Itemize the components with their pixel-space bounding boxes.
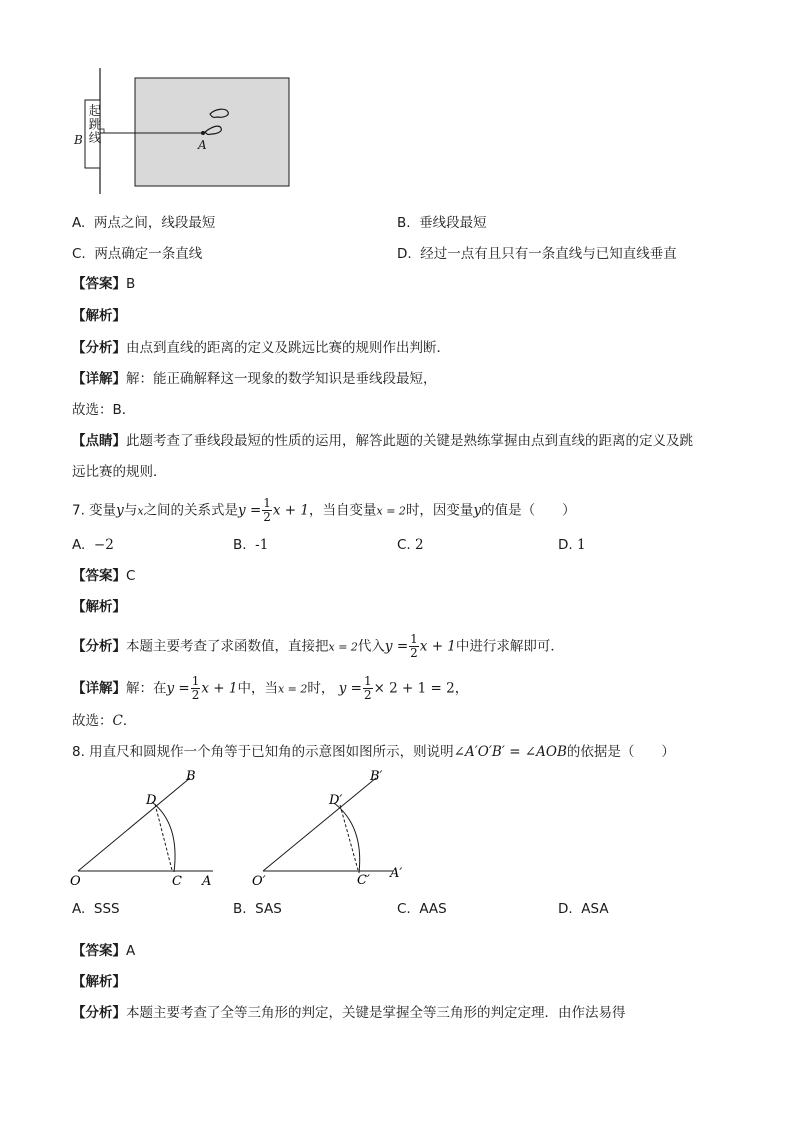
q8-stem: 8. 用直尺和圆规作一个角等于已知角的示意图如图所示，则说明∠A′O′B′ = ∠AOB的依据是（ ） — [72, 744, 675, 760]
q8-answer: 【答案】A — [72, 943, 136, 959]
q8-option-a: A. SSS — [72, 901, 120, 917]
q6-comment-line-1: 【点睛】此题考查了垂线段最短的性质的运用，解答此题的关键是熟练掌握由点到直线的距离的定义及跳 — [72, 433, 693, 449]
q8-jiexi-heading: 【解析】 — [72, 974, 126, 990]
q7-jiexi-heading: 【解析】 — [72, 599, 126, 615]
q7-choice: 故选：C． — [72, 713, 137, 729]
q7-option-c: C. 2 — [397, 537, 424, 553]
left-label-c: C — [172, 874, 182, 889]
right-label-o: O′ — [252, 874, 266, 889]
right-label-b: B′ — [370, 769, 383, 784]
right-label-d: D′ — [329, 793, 343, 808]
figure-label-b: B — [74, 133, 83, 147]
q6-option-a: A. 两点之间，线段最短 — [72, 215, 216, 231]
q7-option-b: B. -1 — [233, 537, 269, 553]
q7-option-d: D. 1 — [558, 537, 586, 553]
figure-label-a: A — [198, 138, 207, 152]
q6-comment-line-2: 远比赛的规则． — [72, 464, 167, 480]
q7-option-a: A. −2 — [72, 537, 114, 553]
q6-choice: 故选：B． — [72, 402, 136, 418]
q6-analysis: 【分析】由点到直线的距离的定义及跳远比赛的规则作出判断． — [72, 340, 450, 356]
right-label-a: A′ — [390, 866, 403, 881]
q7-detail: 【详解】解：在y = $\frac{1}{2}$ x + 1中，当x = 2时， y = $\frac{1}{2}$ × 2 + 1 = 2， — [72, 674, 469, 702]
left-label-b: B — [186, 769, 196, 784]
left-label-o: O — [70, 874, 81, 889]
angle-construction-figure — [68, 766, 428, 890]
q7-answer: 【答案】C — [72, 568, 136, 584]
q8-analysis: 【分析】本题主要考查了全等三角形的判定，关键是掌握全等三角形的判定定理．由作法易得 — [72, 1005, 626, 1021]
q6-detail: 【详解】解：能正确解释这一现象的数学知识是垂线段最短， — [72, 371, 437, 387]
right-label-c: C′ — [357, 873, 370, 888]
q6-option-b: B. 垂线段最短 — [397, 215, 487, 231]
q7-stem: 7. 变量y与x之间的关系式是y = $\frac{1}{2}$ x + 1，当自变量x = 2时，因变量y的值是（ ） — [72, 496, 576, 524]
q6-option-c: C. 两点确定一条直线 — [72, 246, 203, 262]
long-jump-figure — [70, 66, 310, 196]
takeoff-line-label: 起跳线 — [87, 104, 102, 145]
q6-jiexi-heading: 【解析】 — [72, 308, 126, 324]
q8-option-b: B. SAS — [233, 901, 282, 917]
q8-option-d: D. ASA — [558, 901, 609, 917]
q8-option-c: C. AAS — [397, 901, 447, 917]
q6-answer: 【答案】B — [72, 276, 136, 292]
q6-option-d: D. 经过一点有且只有一条直线与已知直线垂直 — [397, 246, 677, 262]
q7-analysis: 【分析】本题主要考查了求函数值，直接把x = 2代入y = $\frac{1}{2}$ x + 1中进行求解即可． — [72, 632, 564, 660]
left-label-d: D — [146, 793, 157, 808]
left-label-a: A — [202, 874, 212, 889]
